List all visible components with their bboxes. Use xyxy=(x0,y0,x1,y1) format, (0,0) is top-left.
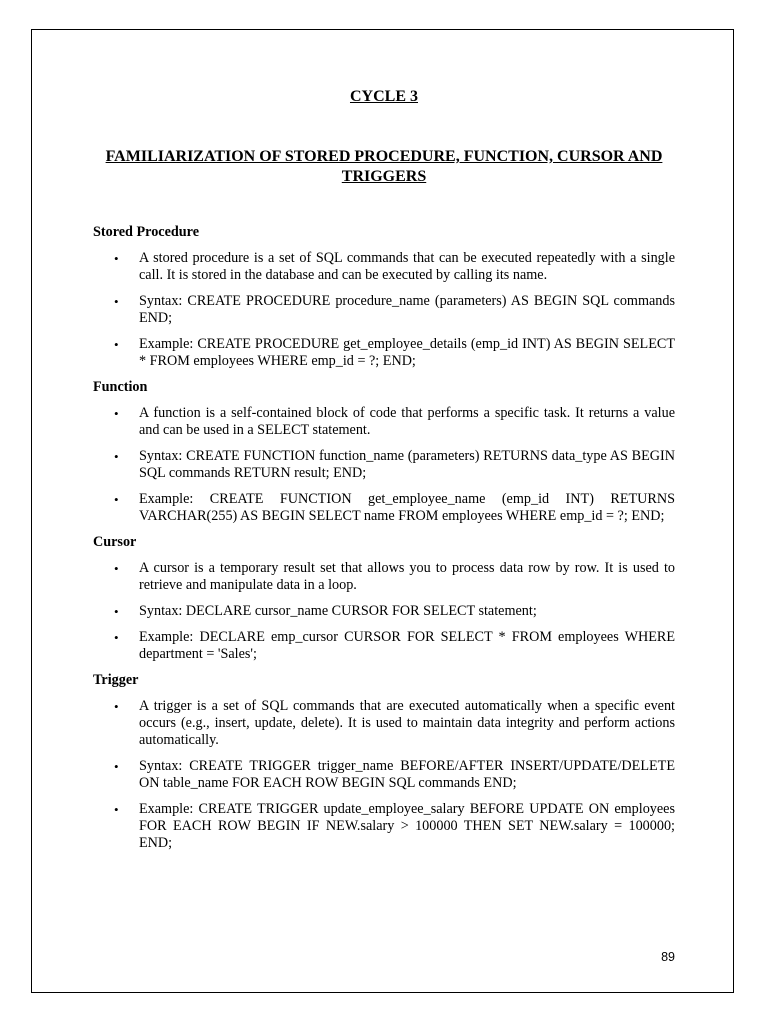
cycle-heading: CYCLE 3 xyxy=(349,88,418,105)
section-cursor xyxy=(93,534,675,663)
list-item-text: A trigger is a set of SQL commands that are executed automatically when a specific event occurs (e.g., insert, update, delete). It is used to maintain data integrity and perform actions automatically. xyxy=(139,698,675,748)
list-item xyxy=(93,758,675,792)
list-item-text: Example: DECLARE emp_cursor CURSOR FOR SELECT * FROM employees WHERE department = 'Sales'; xyxy=(139,629,675,662)
section-heading: Cursor xyxy=(93,534,137,550)
list-item-text: A stored procedure is a set of SQL commands that can be executed repeatedly with a single call. It is stored in the database and can be executed by calling its name. xyxy=(139,250,675,283)
page-number: 89 xyxy=(661,950,675,964)
bullet-icon: • xyxy=(114,337,119,352)
list-item xyxy=(93,801,675,852)
list-item xyxy=(93,293,675,327)
bullet-icon: • xyxy=(114,492,119,507)
list-item xyxy=(93,491,675,525)
bullet-icon: • xyxy=(114,406,119,421)
bullet-icon: • xyxy=(114,251,119,266)
section-stored-procedure xyxy=(93,224,675,370)
bullet-icon: • xyxy=(114,561,119,576)
bullet-icon: • xyxy=(114,604,119,619)
bullet-list xyxy=(93,250,675,370)
list-item-text: A function is a self-contained block of code that performs a specific task. It returns a value and can be used in a SELECT statement. xyxy=(139,405,675,438)
section-trigger xyxy=(93,672,675,852)
bullet-list xyxy=(93,405,675,525)
list-item-text: A cursor is a temporary result set that allows you to process data row by row. It is used to retrieve and manipulate data in a loop. xyxy=(139,560,675,593)
list-item-text: Example: CREATE FUNCTION get_employee_name (emp_id INT) RETURNS VARCHAR(255) AS BEGIN SELECT name FROM employees WHERE emp_id = ?; END; xyxy=(139,491,675,524)
list-item xyxy=(93,629,675,663)
list-item-text: Example: CREATE PROCEDURE get_employee_details (emp_id INT) AS BEGIN SELECT * FROM employees WHERE emp_id = ?; END; xyxy=(139,336,675,369)
list-item xyxy=(93,405,675,439)
bullet-icon: • xyxy=(114,630,119,645)
bullet-icon: • xyxy=(114,759,119,774)
section-function xyxy=(93,379,675,525)
list-item-text: Syntax: CREATE PROCEDURE procedure_name (parameters) AS BEGIN SQL commands END; xyxy=(139,293,675,326)
bullet-list xyxy=(93,560,675,663)
section-heading: Stored Procedure xyxy=(93,224,199,240)
bullet-icon: • xyxy=(114,699,119,714)
bullet-icon: • xyxy=(114,802,119,817)
page-title: FAMILIARIZATION OF STORED PROCEDURE, FUNCTION, CURSOR AND TRIGGERS xyxy=(105,148,663,185)
list-item xyxy=(93,336,675,370)
list-item xyxy=(93,250,675,284)
bullet-icon: • xyxy=(114,294,119,309)
list-item xyxy=(93,698,675,749)
list-item xyxy=(93,448,675,482)
list-item xyxy=(93,603,675,620)
list-item-text: Syntax: CREATE FUNCTION function_name (parameters) RETURNS data_type AS BEGIN SQL commands RETURN result; END; xyxy=(139,448,675,481)
list-item-text: Syntax: DECLARE cursor_name CURSOR FOR SELECT statement; xyxy=(139,603,537,619)
bullet-list xyxy=(93,698,675,852)
list-item-text: Syntax: CREATE TRIGGER trigger_name BEFORE/AFTER INSERT/UPDATE/DELETE ON table_name FOR EACH ROW BEGIN SQL commands END; xyxy=(139,758,675,791)
bullet-icon: • xyxy=(114,449,119,464)
section-heading: Trigger xyxy=(93,672,139,688)
list-item-text: Example: CREATE TRIGGER update_employee_salary BEFORE UPDATE ON employees FOR EACH ROW BEGIN IF NEW.salary > 100000 THEN SET NEW.salary = 100000; END; xyxy=(139,801,675,851)
section-heading: Function xyxy=(93,379,148,395)
list-item xyxy=(93,560,675,594)
document-body xyxy=(93,224,675,861)
